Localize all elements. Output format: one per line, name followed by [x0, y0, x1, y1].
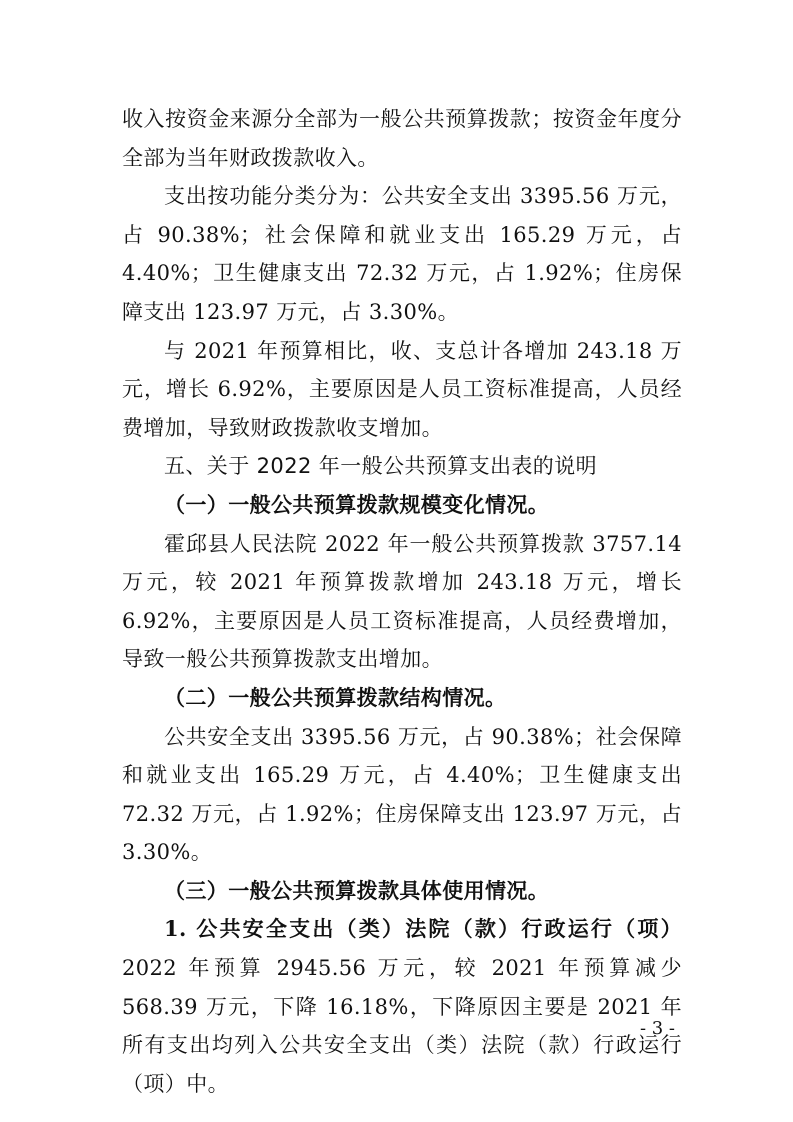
paragraph-income-source: 收入按资金来源分全部为一般公共预算拨款；按资金年度分全部为当年财政拨款收入。 — [122, 107, 682, 170]
paragraph-scale-change: 霍邱县人民法院 2022 年一般公共预算拨款 3757.14 万元，较 2021 年预算拨款增加 243.18 万元，增长 6.92%，主要原因是人员工资标准提高，人员经费增加，导致一般公共预算拨款支出增加。 — [122, 531, 682, 672]
item-1-bold-label: 1. 公共安全支出（类）法院（款）行政运行（项） — [164, 916, 682, 942]
page-number: - 3 - — [639, 1018, 675, 1039]
paragraph-comparison-2021: 与 2021 年预算相比，收、支总计各增加 243.18 万元，增长 6.92%，主要原因是人员工资标准提高，人员经费增加，导致财政拨款收支增加。 — [122, 338, 682, 440]
paragraph-expenditure-by-function: 支出按功能分类分为：公共安全支出 3395.56 万元，占 90.38%；社会保障和就业支出 165.29 万元，占 4.40%；卫生健康支出 72.32 万元，占 1.92%；住房保障支出 123.97 万元，占 3.30%。 — [122, 184, 682, 324]
subheading-structure: （二）一般公共预算拨款结构情况。 — [164, 684, 507, 710]
subheading-specific-use: （三）一般公共预算拨款具体使用情况。 — [164, 877, 550, 903]
paragraph-specific-use-item-1 — [122, 910, 682, 1103]
section-heading-5: 五、关于 2022 年一般公共预算支出表的说明 — [164, 454, 597, 479]
subheading-scale-change: （一）一般公共预算拨款规模变化情况。 — [164, 491, 550, 517]
document-body — [122, 100, 682, 1103]
item-1-text: 2022 年预算 2945.56 万元，较 2021 年预算减少 568.39 万元，下降 16.18%，下降原因主要是 2021 年所有支出均列入公共安全支出（类）法院（款）行政运行（项）中。 — [122, 956, 682, 1096]
paragraph-structure: 公共安全支出 3395.56 万元，占 90.38%；社会保障和就业支出 165.29 万元，占 4.40%；卫生健康支出 72.32 万元，占 1.92%；住房保障支出 123.97 万元，占 3.30%。 — [122, 724, 682, 865]
